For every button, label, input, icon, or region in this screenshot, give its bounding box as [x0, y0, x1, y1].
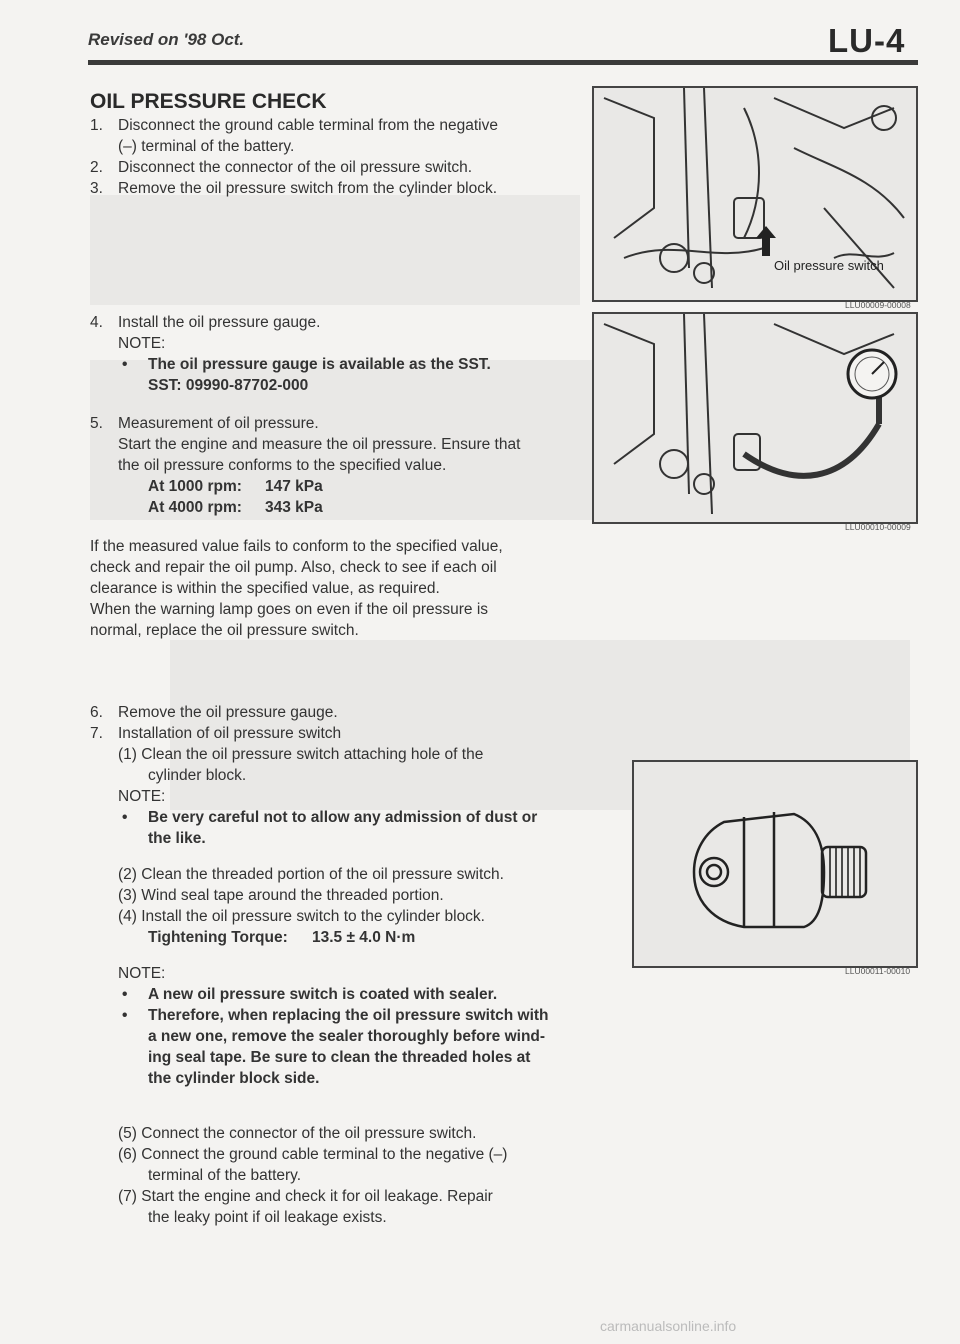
step-text: Install the oil pressure gauge.	[118, 314, 321, 331]
paragraph-line: check and repair the oil pump. Also, check to see if each oil	[90, 559, 497, 576]
substep-text: (5) Connect the connector of the oil pressure switch.	[118, 1125, 477, 1142]
bullet: •	[122, 809, 128, 826]
paragraph-line: normal, replace the oil pressure switch.	[90, 622, 359, 639]
note-text: the like.	[148, 830, 206, 847]
figure-switch-location	[592, 86, 918, 302]
spec-label: At 4000 rpm:	[148, 499, 242, 516]
torque-label: Tightening Torque:	[148, 929, 288, 946]
note-text: a new one, remove the sealer thoroughly before wind-	[148, 1028, 546, 1045]
step-number: 5.	[90, 415, 103, 432]
spec-label: At 1000 rpm:	[148, 478, 242, 495]
revision-note: Revised on '98 Oct.	[88, 30, 245, 49]
spec-value: 147 kPa	[265, 478, 323, 495]
step-number: 3.	[90, 180, 103, 197]
step-number: 1.	[90, 117, 103, 134]
step-text: Disconnect the connector of the oil pressure switch.	[118, 159, 473, 176]
step-text: Remove the oil pressure gauge.	[118, 704, 338, 721]
step-text: the oil pressure conforms to the specified value.	[118, 457, 447, 474]
note-text: The oil pressure gauge is available as the SST.	[148, 356, 491, 373]
section-title: OIL PRESSURE CHECK	[90, 90, 327, 113]
substep-text: (3) Wind seal tape around the threaded portion.	[118, 887, 444, 904]
gauge-illustration	[594, 314, 916, 522]
figure-gauge-installed	[592, 312, 918, 524]
switch-illustration	[634, 762, 916, 966]
note-label: NOTE:	[118, 788, 166, 805]
note-text: Therefore, when replacing the oil pressure switch with	[148, 1007, 549, 1024]
bullet: •	[122, 356, 128, 373]
substep-text: (1) Clean the oil pressure switch attaching hole of the	[118, 746, 484, 763]
step-number: 4.	[90, 314, 103, 331]
page-code: LU-4	[828, 22, 906, 59]
paragraph-line: When the warning lamp goes on even if the oil pressure is	[90, 601, 489, 618]
substep-text: the leaky point if oil leakage exists.	[148, 1209, 387, 1226]
paragraph-line: clearance is within the specified value, as required.	[90, 580, 440, 597]
step-number: 6.	[90, 704, 103, 721]
sst-number: SST: 09990-87702-000	[148, 377, 309, 394]
figure-code: LLU00011-00010	[845, 966, 911, 976]
substep-text: (4) Install the oil pressure switch to the cylinder block.	[118, 908, 485, 925]
step-text: Disconnect the ground cable terminal from the negative	[118, 117, 498, 134]
step-text: Remove the oil pressure switch from the cylinder block.	[118, 180, 498, 197]
spec-value: 343 kPa	[265, 499, 323, 516]
paragraph-line: If the measured value fails to conform to the specified value,	[90, 538, 503, 555]
note-label: NOTE:	[118, 335, 166, 352]
note-text: Be very careful not to allow any admission of dust or	[148, 809, 538, 826]
header-rule	[88, 60, 918, 65]
figure-code: LLU00009-00008	[845, 300, 911, 310]
step-text: Measurement of oil pressure.	[118, 415, 319, 432]
torque-value: 13.5 ± 4.0 N·m	[312, 929, 416, 946]
engine-illustration	[594, 88, 916, 300]
watermark-url: carmanualsonline.info	[600, 1318, 737, 1334]
note-text: the cylinder block side.	[148, 1070, 320, 1087]
substep-text: (7) Start the engine and check it for oil leakage. Repair	[118, 1188, 493, 1205]
note-text: ing seal tape. Be sure to clean the threaded holes at	[148, 1049, 531, 1066]
substep-text: cylinder block.	[148, 767, 247, 784]
substep-text: (6) Connect the ground cable terminal to the negative (–)	[118, 1146, 508, 1163]
note-label: NOTE:	[118, 965, 166, 982]
bullet: •	[122, 986, 128, 1003]
note-text: A new oil pressure switch is coated with sealer.	[148, 986, 498, 1003]
figure-switch-part	[632, 760, 918, 968]
figure-code: LLU00010-00009	[845, 522, 911, 532]
step-text: (–) terminal of the battery.	[118, 138, 295, 155]
bleed-through	[90, 195, 580, 305]
substep-text: (2) Clean the threaded portion of the oil pressure switch.	[118, 866, 504, 883]
step-number: 2.	[90, 159, 103, 176]
substep-text: terminal of the battery.	[148, 1167, 302, 1184]
bullet: •	[122, 1007, 128, 1024]
callout-oil-pressure-switch: Oil pressure switch	[774, 258, 884, 273]
step-text: Start the engine and measure the oil pressure. Ensure that	[118, 436, 521, 453]
step-number: 7.	[90, 725, 103, 742]
step-text: Installation of oil pressure switch	[118, 725, 342, 742]
